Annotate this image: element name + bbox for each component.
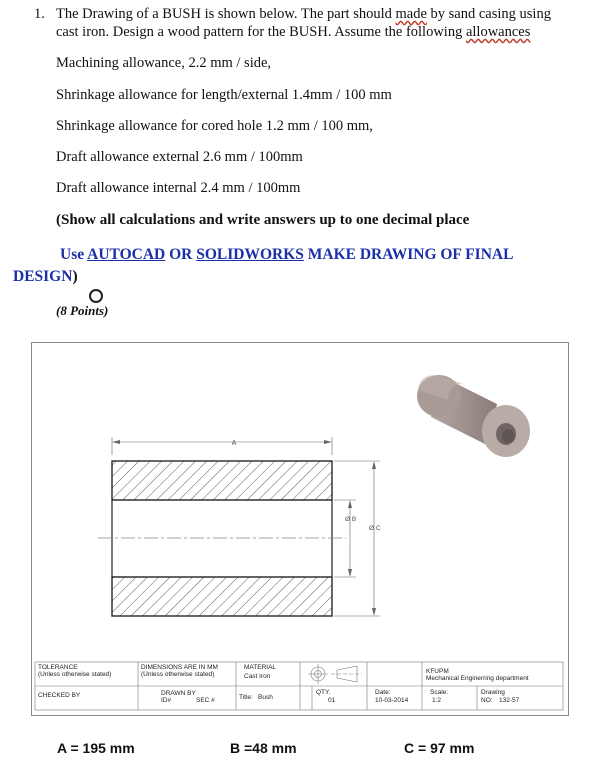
- tb-material-label: MATERIAL: [244, 664, 277, 671]
- tb-id: ID#: [161, 697, 172, 704]
- tb-dept: Mechanical Enginerring department: [426, 675, 529, 682]
- points-label: (8 Points): [56, 303, 109, 318]
- dim-c-label: Ø C: [369, 525, 381, 532]
- dim-b-label: Ø B: [345, 516, 357, 523]
- tb-org: KFUPM: [426, 668, 449, 675]
- tb-drawing-label: Drawing: [481, 689, 505, 696]
- bush-hatch-bottom: [112, 577, 332, 616]
- tb-sec: SEC #: [196, 697, 215, 704]
- bush-hatch-top: [112, 461, 332, 500]
- show-calculations-note: (Show all calculations and write answers up to one decimal place: [56, 212, 470, 228]
- tb-date-label: Date:: [375, 689, 391, 696]
- tb-title-label: Title:: [239, 694, 253, 701]
- allowance-machining: Machining allowance, 2.2 mm / side,: [56, 55, 272, 71]
- word-made: made: [395, 6, 427, 22]
- question-number: 1.: [34, 6, 45, 22]
- allowance-draft-external: Draft allowance external 2.6 mm / 100mm: [56, 149, 303, 165]
- tb-checked-by: CHECKED BY: [38, 692, 81, 699]
- tb-date: 10-03-2014: [375, 697, 409, 704]
- autocad-link: AUTOCAD: [87, 246, 166, 263]
- allowance-shrinkage-hole: Shrinkage allowance for cored hole 1.2 mm / 100 mm,: [56, 118, 373, 134]
- bush-3d-render: [417, 375, 530, 457]
- answer-b: B =48 mm: [230, 740, 297, 756]
- design-word: DESIGN: [13, 268, 73, 285]
- allowance-shrinkage-length: Shrinkage allowance for length/external 1.4mm / 100 mm: [56, 87, 392, 103]
- design-close-paren: ): [72, 268, 78, 285]
- tb-material: Cast Iron: [244, 673, 271, 680]
- tb-scale: 1:2: [432, 697, 442, 704]
- question-line-1-pre: The Drawing of a BUSH is shown below. The part should: [56, 6, 396, 22]
- or-word: OR: [165, 246, 197, 263]
- tb-qty: 01: [328, 697, 336, 704]
- allowance-draft-internal: Draft allowance internal 2.4 mm / 100mm: [56, 180, 301, 196]
- question-line-1-post: by sand casing using: [426, 6, 551, 22]
- word-allowances: allowances: [465, 24, 531, 40]
- dim-a-label: A: [231, 440, 237, 447]
- tb-scale-label: Scale:: [430, 689, 449, 696]
- tb-drawing-no: 132-57: [499, 697, 520, 704]
- question-line-2-pre: cast iron. Design a wood pattern for the BUSH. Assume the following: [56, 24, 466, 40]
- tb-title: Bush: [258, 694, 273, 701]
- answer-a: A = 195 mm: [57, 740, 135, 756]
- solidworks-link: SOLIDWORKS: [196, 246, 304, 263]
- tb-tolerance: TOLERANCE: [38, 664, 78, 671]
- tb-tolerance-note: (Unless otherwise stated): [38, 671, 112, 678]
- tb-drawing-no-label: NO:: [481, 697, 493, 704]
- tb-dimensions-note: (Unless otherwise stated): [141, 671, 215, 678]
- tb-drawn-by: DRAWN BY: [161, 690, 196, 697]
- tb-qty-label: QTY.: [316, 689, 331, 696]
- tb-dimensions: DIMENSIONS ARE IN MM: [141, 664, 218, 671]
- make-drawing-text: MAKE DRAWING OF FINAL: [303, 246, 514, 263]
- use-word: Use: [60, 246, 88, 263]
- answer-c: C = 97 mm: [404, 740, 475, 756]
